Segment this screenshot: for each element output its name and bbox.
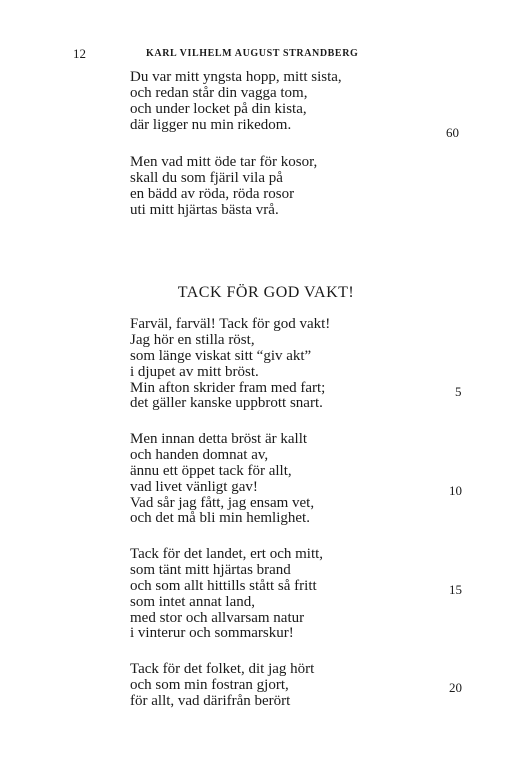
verse-line: en bädd av röda, röda rosor: [130, 185, 295, 202]
stanza: [130, 662, 470, 710]
verse-line: i djupet av mitt bröst.: [130, 363, 259, 380]
verse-line: och som min fostran gjort,: [130, 676, 289, 693]
running-title: KARL VILHELM AUGUST STRANDBERG: [146, 48, 359, 59]
verse-line: Men vad mitt öde tar för kosor,: [130, 154, 318, 170]
verse-line: Min afton skrider fram med fart;: [130, 379, 326, 396]
verse-line: Farväl, farväl! Tack för god vakt!: [130, 316, 331, 332]
line-number: 15: [449, 582, 462, 597]
verse-line: Tack för det folket, dit jag hört: [130, 661, 315, 677]
verse-line: Jag hör en stilla röst,: [130, 331, 255, 348]
verse-line: i vinterur och sommarskur!: [130, 625, 294, 642]
line-number: 10: [449, 483, 462, 498]
stanza: [130, 317, 470, 412]
verse-line: vad livet vänligt gav!: [130, 478, 258, 495]
verse-line: Men innan detta bröst är kallt: [130, 431, 308, 447]
stanza: [130, 70, 470, 134]
stanza: [130, 432, 470, 527]
verse-line: och redan står din vagga tom,: [130, 84, 308, 101]
verse-line: där ligger nu min rikedom.: [130, 116, 292, 133]
stanza: [130, 155, 470, 219]
stanza: [130, 547, 470, 642]
verse-line: och handen domnat av,: [130, 446, 269, 463]
verse-line: uti mitt hjärtas bästa vrå.: [130, 201, 279, 218]
verse-line: Tack för det landet, ert och mitt,: [130, 546, 324, 562]
verse-line: för allt, vad därifrån berört: [130, 692, 291, 709]
verse-line: och det må bli min hemlighet.: [130, 510, 310, 527]
verse-line: det gäller kanske uppbrott snart.: [130, 395, 323, 412]
verse-line: med stor och allvarsam natur: [130, 609, 305, 626]
line-number: 20: [449, 680, 462, 695]
verse-line: som tänt mitt hjärtas brand: [130, 561, 291, 578]
verse-line: Vad sår jag fått, jag ensam vet,: [130, 494, 315, 511]
poem-title: TACK FÖR GOD VAKT!: [177, 284, 355, 301]
verse-line: skall du som fjäril vila på: [130, 169, 283, 186]
verse-line: ännu ett öppet tack för allt,: [130, 462, 292, 479]
verse-line: och som allt hittills stått så fritt: [130, 577, 317, 594]
line-number: 60: [446, 125, 459, 140]
line-number: 5: [455, 384, 462, 399]
page-number: 12: [73, 46, 86, 61]
verse-line: Du var mitt yngsta hopp, mitt sista,: [130, 69, 342, 85]
verse-line: som intet annat land,: [130, 593, 255, 610]
verse-line: som länge viskat sitt “giv akt”: [130, 347, 312, 364]
verse-line: och under locket på din kista,: [130, 100, 307, 117]
